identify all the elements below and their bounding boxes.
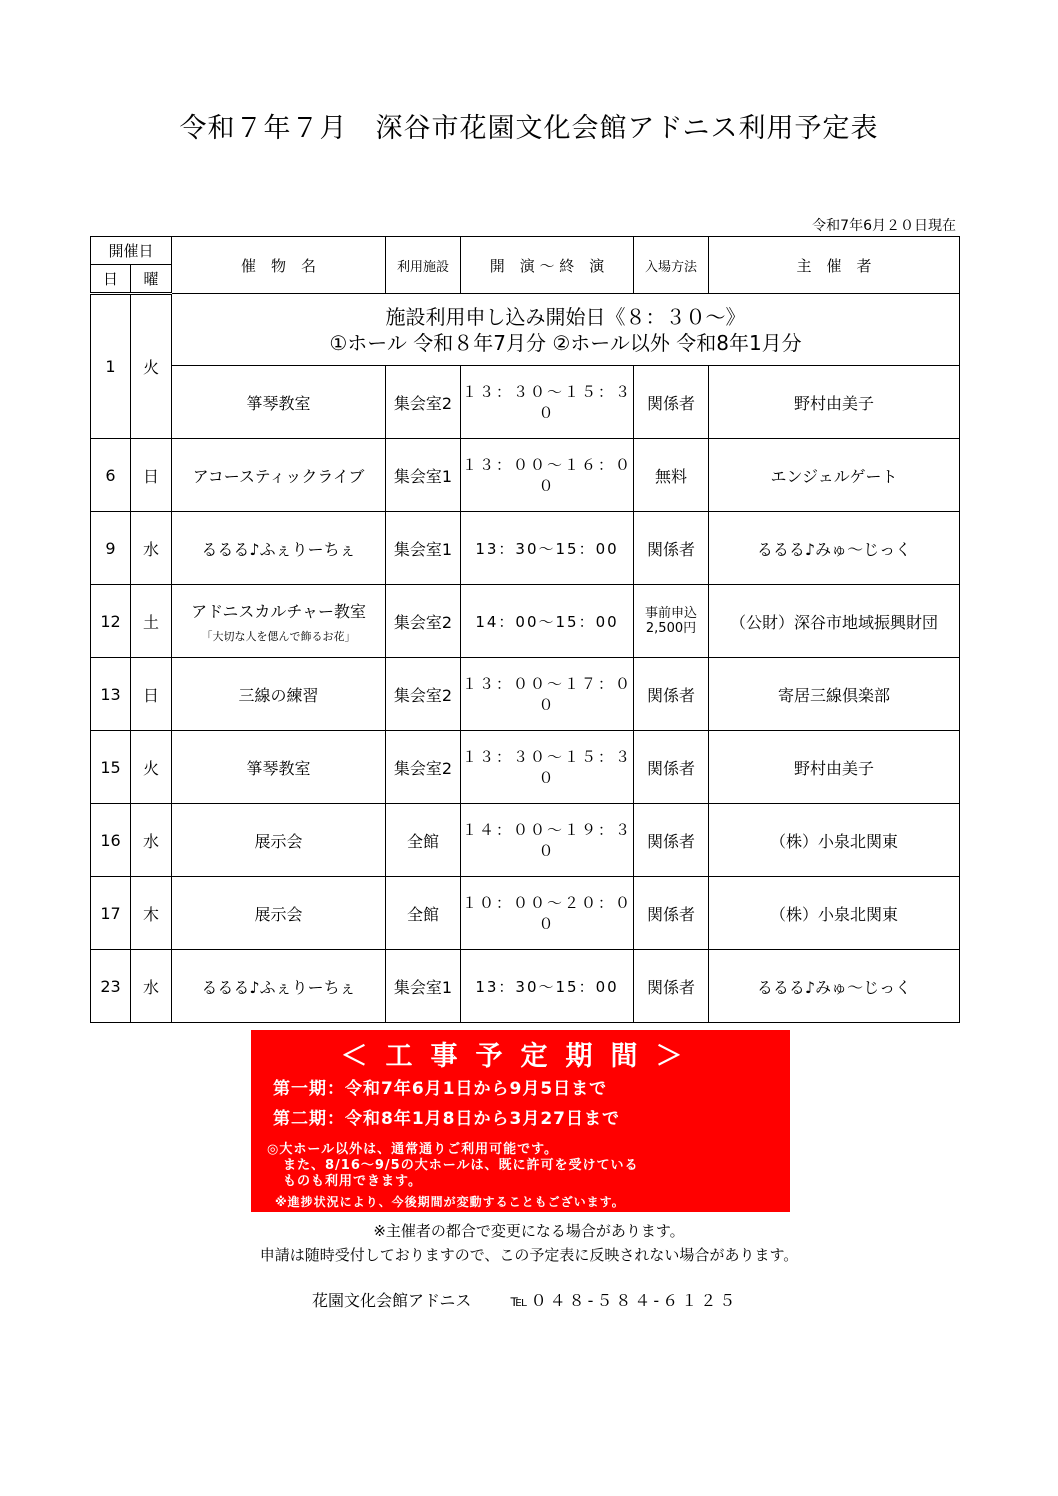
header-date-group: 開催日 bbox=[91, 237, 172, 265]
row-event bbox=[172, 731, 386, 804]
phone-number: ℡０４８-５８４-６１２５ bbox=[510, 1291, 739, 1310]
row-event bbox=[172, 658, 386, 731]
table-row bbox=[91, 366, 960, 439]
row-event: 箏琴教室 bbox=[172, 366, 386, 439]
page-title: 令和７年７月 深谷市花園文化会館アドニス利用予定表 bbox=[179, 113, 879, 144]
construction-note4: ※進捗状況により、今後期間が変動することもございます。 bbox=[275, 1195, 625, 1209]
table-row bbox=[91, 585, 960, 658]
event-name: アコースティックライブ bbox=[192, 466, 365, 486]
row-organizer: 野村由美子 bbox=[709, 366, 960, 439]
construction-note2: また、8/16～9/5の大ホールは、既に許可を受けている bbox=[283, 1158, 639, 1173]
row-facility: 集会室2 bbox=[386, 658, 461, 731]
header-day: 日 bbox=[91, 265, 131, 294]
row-organizer: 寄居三線倶楽部 bbox=[709, 658, 960, 731]
header-event: 催 物 名 bbox=[172, 237, 386, 294]
row-weekday: 火 bbox=[131, 731, 172, 804]
organization-name: 花園文化会館アドニス bbox=[312, 1291, 472, 1310]
row-entry: 関係者 bbox=[634, 366, 709, 439]
header-facility: 利用施設 bbox=[386, 237, 461, 294]
row-organizer: （株）小泉北関東 bbox=[709, 804, 960, 877]
row-organizer: （公財）深谷市地域振興財団 bbox=[709, 585, 960, 658]
row-weekday: 水 bbox=[131, 512, 172, 585]
row-entry: 関係者 bbox=[634, 512, 709, 585]
table-row bbox=[91, 804, 960, 877]
row-organizer: るるる♪みゅ～じっく bbox=[709, 950, 960, 1023]
row-organizer: （株）小泉北関東 bbox=[709, 877, 960, 950]
row-time: １３：３０～１５：３０ bbox=[461, 366, 634, 439]
construction-note1: ◎大ホール以外は、通常通りご利用可能です。 bbox=[267, 1142, 559, 1157]
event-rows bbox=[91, 439, 960, 1023]
row-weekday: 日 bbox=[131, 658, 172, 731]
event-subtitle: 「大切な人を偲んで飾るお花」 bbox=[201, 629, 356, 643]
row-entry: 関係者 bbox=[634, 950, 709, 1023]
row-facility: 集会室1 bbox=[386, 439, 461, 512]
construction-title: ＜工事予定期間＞ bbox=[340, 1041, 701, 1072]
row-day: 13 bbox=[91, 658, 131, 731]
row-time: １４：００～１９：３０ bbox=[461, 804, 634, 877]
notice-line2: ①ホール 令和８年7月分 ②ホール以外 令和8年1月分 bbox=[329, 330, 802, 355]
row-day: 16 bbox=[91, 804, 131, 877]
construction-phase1: 第一期：令和7年6月1日から9月5日まで bbox=[273, 1079, 608, 1099]
construction-note3: ものも利用できます。 bbox=[283, 1174, 422, 1189]
table-row bbox=[91, 658, 960, 731]
row-weekday: 水 bbox=[131, 950, 172, 1023]
row-event bbox=[172, 512, 386, 585]
row-day: 17 bbox=[91, 877, 131, 950]
row-facility: 集会室1 bbox=[386, 512, 461, 585]
row-weekday: 火 bbox=[131, 294, 172, 439]
row-time: １３：３０～１５：３０ bbox=[461, 731, 634, 804]
row-organizer: エンジェルゲート bbox=[709, 439, 960, 512]
event-name: るるる♪ふぇりーちぇ bbox=[201, 977, 356, 997]
row-time: １０：００～２０：００ bbox=[461, 877, 634, 950]
footer-note1: ※主催者の都合で変更になる場合があります。 bbox=[373, 1222, 685, 1240]
row-entry: 関係者 bbox=[634, 731, 709, 804]
row-event bbox=[172, 439, 386, 512]
row-weekday: 木 bbox=[131, 877, 172, 950]
row-facility: 集会室2 bbox=[386, 585, 461, 658]
header-weekday: 曜 bbox=[131, 265, 172, 294]
row-day: 15 bbox=[91, 731, 131, 804]
row-organizer: るるる♪みゅ～じっく bbox=[709, 512, 960, 585]
row-day: 23 bbox=[91, 950, 131, 1023]
event-name: 三線の練習 bbox=[238, 685, 319, 705]
event-name: るるる♪ふぇりーちぇ bbox=[201, 539, 356, 559]
contact-line bbox=[312, 1288, 738, 1311]
entry-fee: 2,500円 bbox=[645, 621, 697, 636]
row-entry: 関係者 bbox=[634, 804, 709, 877]
row-organizer: 野村由美子 bbox=[709, 731, 960, 804]
row-day: 1 bbox=[91, 294, 131, 439]
schedule-table bbox=[90, 236, 960, 1023]
construction-notice bbox=[251, 1030, 790, 1212]
header-entry: 入場方法 bbox=[634, 237, 709, 294]
table-row bbox=[91, 294, 960, 366]
notice-line1: 施設利用申し込み開始日《８：３０～》 bbox=[385, 304, 746, 329]
row-day: 6 bbox=[91, 439, 131, 512]
row-event bbox=[172, 585, 386, 658]
row-entry: 無料 bbox=[634, 439, 709, 512]
entry-method: 事前申込 bbox=[645, 606, 698, 621]
event-name: 展示会 bbox=[254, 831, 303, 851]
application-notice bbox=[172, 294, 960, 366]
row-time: 13：30～15：00 bbox=[461, 950, 634, 1023]
row-entry: 関係者 bbox=[634, 658, 709, 731]
row-event bbox=[172, 804, 386, 877]
row-facility: 全館 bbox=[386, 804, 461, 877]
table-row bbox=[91, 877, 960, 950]
table-row bbox=[91, 731, 960, 804]
row-time: １３：００～１７：００ bbox=[461, 658, 634, 731]
row-weekday: 水 bbox=[131, 804, 172, 877]
table-row bbox=[91, 512, 960, 585]
event-name: アドニスカルチャー教室 bbox=[191, 601, 366, 621]
row-day: 9 bbox=[91, 512, 131, 585]
row-facility: 集会室1 bbox=[386, 950, 461, 1023]
header-organizer: 主 催 者 bbox=[709, 237, 960, 294]
construction-phase2: 第二期：令和8年1月8日から3月27日まで bbox=[273, 1109, 620, 1129]
event-name: 箏琴教室 bbox=[246, 758, 311, 778]
footer-note2: 申請は随時受付しておりますので、この予定表に反映されない場合があります。 bbox=[259, 1246, 799, 1264]
row-facility: 集会室2 bbox=[386, 366, 461, 439]
header-time: 開 演 ～ 終 演 bbox=[461, 237, 634, 294]
row-time: 13：30～15：00 bbox=[461, 512, 634, 585]
row-event bbox=[172, 950, 386, 1023]
row-entry bbox=[634, 585, 709, 658]
row-event bbox=[172, 877, 386, 950]
table-header bbox=[91, 237, 960, 294]
row-facility: 集会室2 bbox=[386, 731, 461, 804]
row-day: 12 bbox=[91, 585, 131, 658]
event-name: 展示会 bbox=[254, 904, 303, 924]
row-entry: 関係者 bbox=[634, 877, 709, 950]
table-row bbox=[91, 950, 960, 1023]
row-facility: 全館 bbox=[386, 877, 461, 950]
row-weekday: 日 bbox=[131, 439, 172, 512]
as-of-date: 令和7年6月２０日現在 bbox=[812, 218, 956, 234]
table-row bbox=[91, 439, 960, 512]
row-time: １３：００～１６：００ bbox=[461, 439, 634, 512]
row-time: 14：00～15：00 bbox=[461, 585, 634, 658]
row-weekday: 土 bbox=[131, 585, 172, 658]
